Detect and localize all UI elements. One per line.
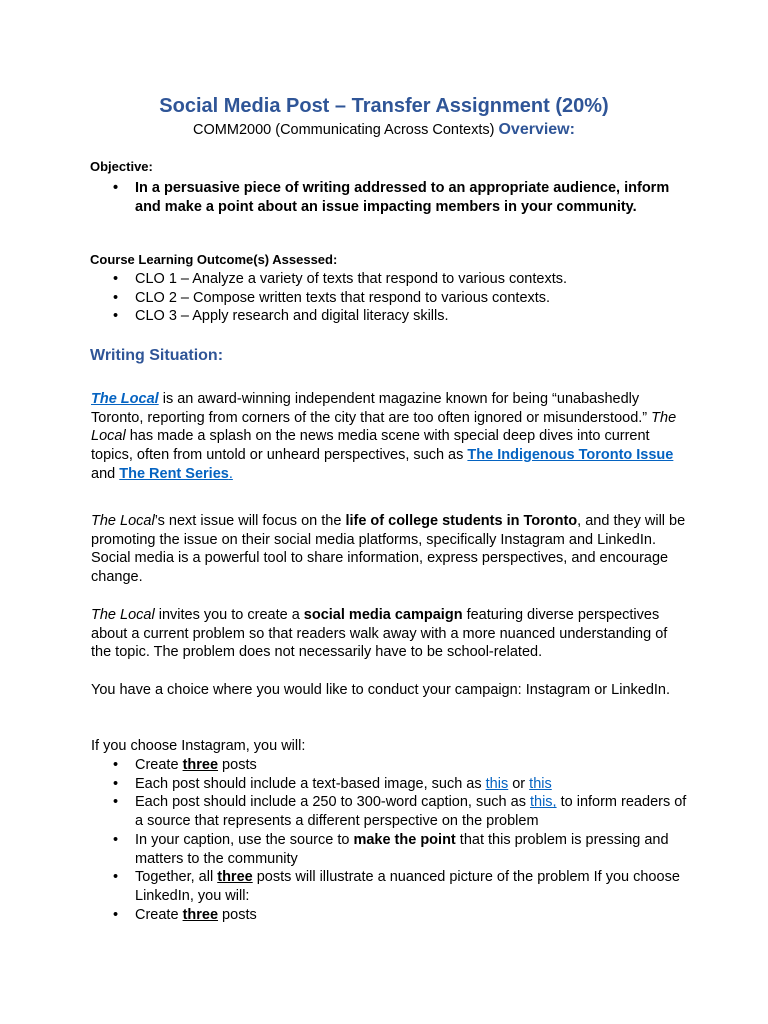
objective-label: Objective: (90, 159, 153, 174)
bold-underline-text: three (182, 906, 219, 923)
text-span: Each post should include a 250 to 300-word caption, such as (135, 794, 530, 811)
italic-text: The Local (91, 607, 155, 623)
example-link-1[interactable]: this (485, 775, 509, 792)
clo-list (90, 270, 690, 326)
text-span: or (508, 775, 530, 792)
overview-heading: Overview: (498, 121, 575, 138)
bold-text: make the point (353, 831, 456, 848)
text-span: Create (135, 906, 183, 923)
text-span: Each post should include a text-based image, such as (135, 775, 486, 792)
caption-example-link[interactable]: this, (529, 794, 557, 811)
text-span: posts (218, 757, 257, 773)
text-span: In your caption, use the source to (135, 831, 354, 848)
italic-text: The Local (91, 513, 155, 529)
text-span: invites you to create a (154, 607, 304, 623)
text-span: posts (218, 906, 257, 923)
list-item (90, 831, 690, 868)
text-span: , and they will be promoting the issue on their social media platforms, specifically Instagram and LinkedIn. Social media is a powerful tool to share information, express perspectives, and encourage change. (91, 513, 686, 586)
paragraph-instagram-intro: If you choose Instagram, you will: (91, 738, 306, 754)
text-span: posts will illustrate a nuanced picture of the problem If you choose LinkedIn, you will: (135, 869, 680, 904)
paragraph-intro (91, 390, 691, 484)
bold-text: social media campaign (303, 607, 463, 623)
example-link-2[interactable]: this (529, 775, 552, 792)
text-span: ’s next issue will focus on the (154, 513, 346, 529)
page-title: Social Media Post – Transfer Assignment (20%) (159, 95, 609, 117)
text-span: has made a splash on the news media scene with special deep dives into current topics, often from untold or unheard perspectives, such as (91, 428, 650, 464)
text-span: Create (135, 757, 183, 773)
period-link[interactable]: . (228, 465, 233, 482)
writing-situation-heading: Writing Situation: (90, 347, 224, 364)
clo-label: Course Learning Outcome(s) Assessed: (90, 252, 338, 267)
text-span: featuring diverse perspectives about a current problem so that readers walk away with a more nuanced understanding of the topic. The problem does not necessarily have to be school-related. (91, 607, 668, 661)
course-name: COMM2000 (Communicating Across Contexts) (193, 122, 495, 138)
list-item (90, 906, 690, 925)
text-span: to inform readers of a source that represents a different perspective on the problem (135, 794, 687, 830)
list-item (90, 868, 690, 905)
bold-text: life of college students in Toronto (345, 513, 578, 529)
objective-list (90, 179, 690, 216)
instagram-list (90, 756, 690, 924)
list-item (90, 793, 690, 830)
bold-underline-text: three (217, 869, 253, 886)
bold-underline-text: three (182, 757, 219, 773)
text-span: and (91, 465, 120, 482)
text-span: is an award-winning independent magazine known for being “unabashedly Toronto, reporting from corners of the city that are too often ignored or misunderstood.” (91, 391, 652, 426)
paragraph-campaign (91, 606, 691, 662)
list-item: • CLO 2 – Compose written texts that respond to various contexts. (90, 289, 690, 308)
indigenous-issue-link[interactable]: The Indigenous Toronto Issue (467, 447, 674, 464)
course-subtitle (0, 121, 768, 139)
paragraph-choice: You have a choice where you would like to conduct your campaign: Instagram or LinkedIn. (91, 682, 671, 698)
list-item: • CLO 3 – Apply research and digital literacy skills. (90, 307, 690, 326)
list-item (90, 775, 690, 794)
the-local-link[interactable]: The Local (91, 391, 159, 407)
list-item (90, 756, 690, 775)
italic-text: The Local (91, 409, 677, 445)
text-span: Together, all (135, 869, 218, 886)
paragraph-next-issue (91, 512, 691, 587)
rent-series-link[interactable]: The Rent Series (119, 465, 229, 482)
list-item: • In a persuasive piece of writing addressed to an appropriate audience, inform and make a point about an issue impacting members in your community. (90, 179, 690, 216)
list-item: • CLO 1 – Analyze a variety of texts that respond to various contexts. (90, 270, 690, 289)
text-span: that this problem is pressing and matters to the community (135, 831, 669, 867)
